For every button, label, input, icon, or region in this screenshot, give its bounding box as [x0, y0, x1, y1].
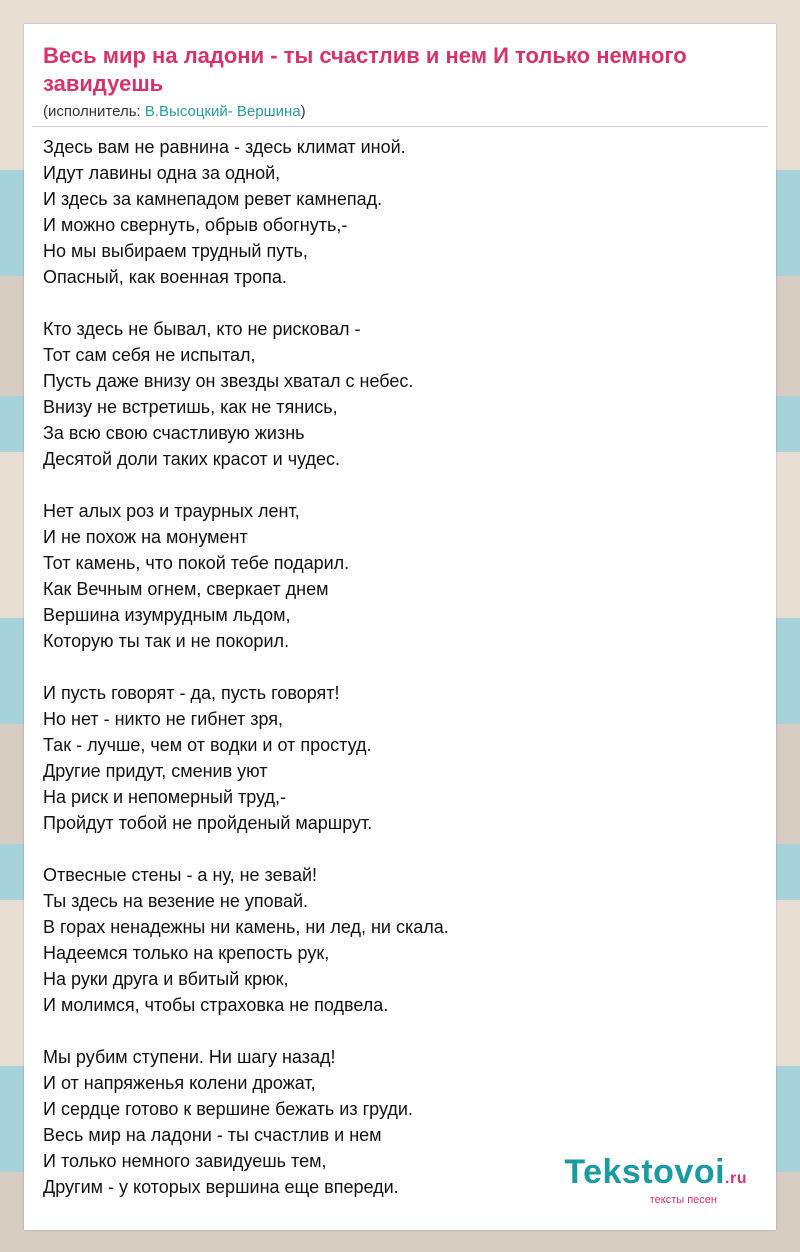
lyric-line: И только немного завидуешь тем, — [43, 1151, 327, 1171]
lyric-line: Надеемся только на крепость рук, — [43, 943, 330, 963]
artist-meta — [43, 102, 306, 122]
lyric-line: Пройдут тобой не пройденый маршрут. — [43, 813, 373, 833]
title-divider — [32, 126, 768, 127]
lyric-line: Идут лавины одна за одной, — [43, 163, 281, 183]
lyrics-card — [24, 24, 776, 1230]
page-title: Весь мир на ладони - ты счастлив и нем И только немного завидуешь — [43, 43, 687, 96]
lyrics-text — [43, 134, 763, 1226]
logo-name: Tekstovoi — [564, 1153, 726, 1191]
site-logo[interactable] — [564, 1155, 747, 1206]
artist-link[interactable]: В.Высоцкий- Вершина — [144, 103, 301, 120]
lyric-line: Вершина изумрудным льдом, — [43, 605, 291, 625]
artist-prefix: (исполнитель: — [43, 103, 145, 120]
lyric-line: За всю свою счастливую жизнь — [43, 423, 305, 443]
lyric-line: Которую ты так и не покорил. — [43, 631, 289, 651]
lyric-line: Так - лучше, чем от водки и от простуд. — [43, 735, 372, 755]
lyric-line: Отвесные стены - а ну, не зевай! — [43, 865, 318, 885]
logo-tld: .ru — [725, 1170, 747, 1187]
lyric-line: Но нет - никто не гибнет зря, — [43, 709, 284, 729]
lyric-line: Внизу не встретишь, как не тянись, — [43, 397, 338, 417]
stanza — [43, 134, 763, 290]
lyric-line: Пусть даже внизу он звезды хватал с небес. — [43, 371, 414, 391]
lyric-line: И не похож на монумент — [43, 527, 248, 547]
lyric-line: Другим - у которых вершина еще впереди. — [43, 1177, 399, 1197]
lyric-line: Ты здесь на везение не уповай. — [43, 891, 309, 911]
stanza — [43, 316, 763, 472]
lyric-line: И пусть говорят - да, пусть говорят! — [43, 683, 340, 703]
lyric-line: Весь мир на ладони - ты счастлив и нем — [43, 1125, 382, 1145]
lyric-line: Но мы выбираем трудный путь, — [43, 241, 308, 261]
lyric-line: Десятой доли таких красот и чудес. — [43, 449, 341, 469]
lyric-line: И можно свернуть, обрыв обогнуть,- — [43, 215, 348, 235]
lyric-line: И сердце готово к вершине бежать из груди. — [43, 1099, 413, 1119]
logo-tagline: тексты песен — [649, 1194, 717, 1206]
lyric-line: И здесь за камнепадом ревет камнепад. — [43, 189, 383, 209]
lyric-line: Нет алых роз и траурных лент, — [43, 501, 300, 521]
stanza — [43, 862, 763, 1018]
lyric-line: Как Вечным огнем, сверкает днем — [43, 579, 329, 599]
lyric-line: Кто здесь не бывал, кто не рисковал - — [43, 319, 361, 339]
lyric-line: В горах ненадежны ни камень, ни лед, ни скала. — [43, 917, 449, 937]
lyric-line: Тот сам себя не испытал, — [43, 345, 256, 365]
logo-wordmark — [564, 1155, 747, 1196]
lyric-line: Мы рубим ступени. Ни шагу назад! — [43, 1047, 336, 1067]
lyric-line: Тот камень, что покой тебе подарил. — [43, 553, 350, 573]
stanza — [43, 498, 763, 654]
lyric-line: И молимся, чтобы страховка не подвела. — [43, 995, 389, 1015]
lyric-line: Другие придут, сменив уют — [43, 761, 268, 781]
lyric-line: На руки друга и вбитый крюк, — [43, 969, 289, 989]
lyric-line: Здесь вам не равнина - здесь климат иной. — [43, 137, 406, 157]
lyric-line: И от напряженья колени дрожат, — [43, 1073, 316, 1093]
lyric-line: На риск и непомерный труд,- — [43, 787, 286, 807]
stanza — [43, 680, 763, 836]
artist-suffix: ) — [300, 103, 306, 120]
lyric-line: Опасный, как военная тропа. — [43, 267, 287, 287]
